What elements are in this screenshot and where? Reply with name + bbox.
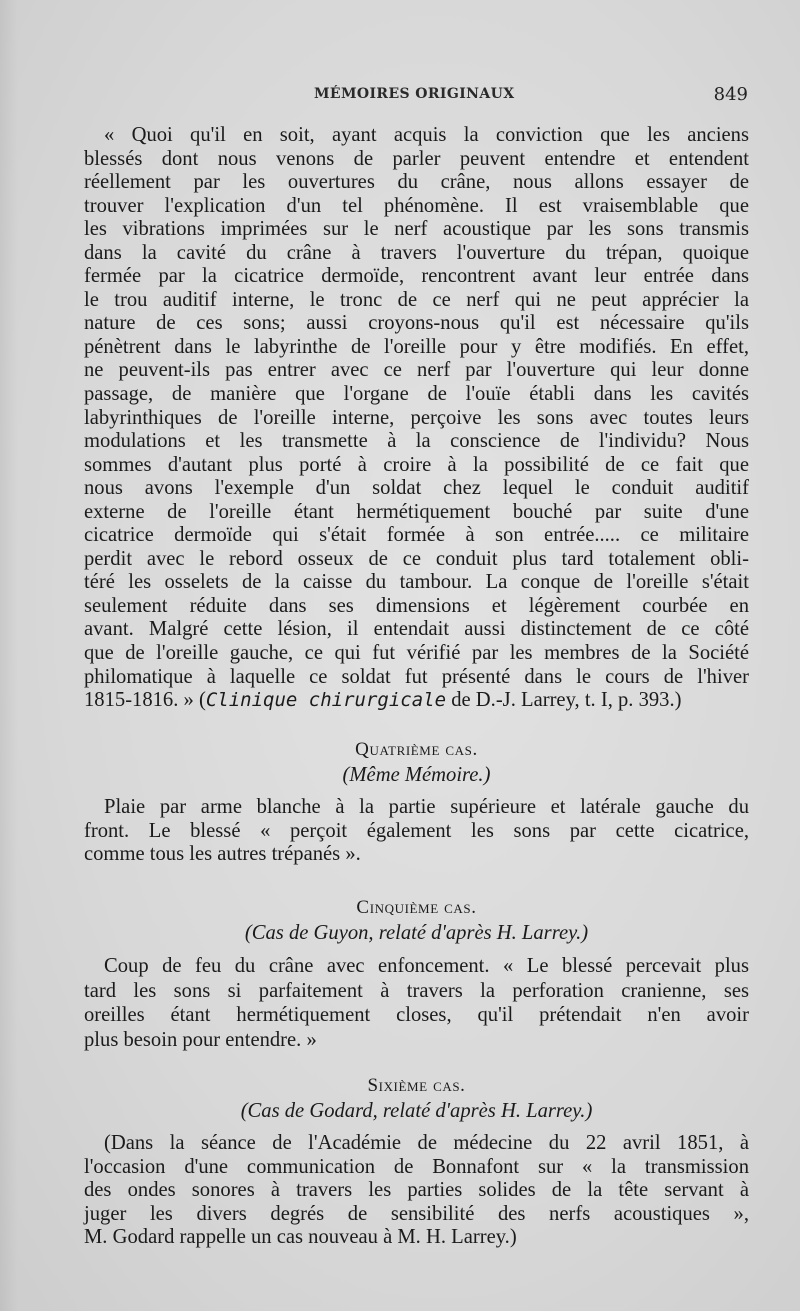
text-line: plus besoin pour entendre. »: [84, 1028, 317, 1051]
text-line: avant. Malgré cette lésion, il entendait aussi distinctement de ce côté: [84, 618, 749, 641]
text-line: les vibrations imprimées sur le nerf acoustique par les sons transmis: [84, 218, 749, 241]
text-line: philomatique à laquelle ce soldat fut présenté dans le cours de l'hiver: [84, 665, 749, 688]
case-6-section: [84, 1074, 749, 1250]
text-line: téré les osselets de la caisse du tambour. La conque de l'oreille s'était: [84, 571, 749, 594]
text-line: passage, de manière que l'organe de l'ouïe établi dans les cavités: [84, 383, 749, 406]
text-line: « Quoi qu'il en soit, ayant acquis la conviction que les anciens: [104, 124, 749, 146]
text-line: seulement réduite dans ses dimensions et légèrement courbée en: [84, 594, 749, 617]
case-title: Quatrième cas.: [355, 739, 478, 760]
text-line: ne peuvent-ils pas entrer avec ce nerf par l'ouverture qui leur donne: [84, 359, 749, 382]
text-line: réellement par les ouvertures du crâne, nous allons essayer de: [84, 171, 749, 194]
citation-line: [84, 689, 749, 713]
case-text: [84, 1132, 749, 1250]
running-title: MÉMOIRES ORIGINAUX: [314, 86, 515, 102]
text-line: juger les divers degrés de sensibilité des nerfs acoustiques »,: [84, 1202, 749, 1225]
case-title: Sixième cas.: [367, 1075, 466, 1096]
text-line: fermée par la cicatrice dermoïde, rencontrent avant leur entrée dans: [84, 265, 749, 288]
case-title: Cinquième cas.: [356, 897, 477, 918]
case-source: (Cas de Godard, relaté d'après H. Larrey.): [240, 1100, 593, 1122]
text-line: (Dans la séance de l'Académie de médecine du 22 avril 1851, à: [104, 1132, 749, 1154]
text-line: blessés dont nous venons de parler peuvent entendre et entendent: [84, 147, 749, 170]
running-header: [84, 84, 754, 110]
text-line: tard les sons si parfaitement à travers la perforation cranienne, ses: [84, 979, 749, 1002]
page-number: 849: [713, 84, 748, 105]
text-line: oreilles étant hermétiquement closes, qu'il prétendait n'en avoir: [84, 1004, 749, 1026]
text-line: que de l'oreille gauche, ce qui fut vérifié par les membres de la Société: [84, 642, 749, 665]
text-line: dans la cavité du crâne à travers l'ouverture du trépan, quoique: [84, 241, 749, 264]
case-5-section: [84, 896, 749, 1052]
case-source: (Cas de Guyon, relaté d'après H. Larrey.): [244, 922, 589, 944]
text-line: labyrinthiques de l'oreille interne, perçoive les sons avec toutes leurs: [84, 406, 749, 429]
case-text: [84, 954, 749, 1052]
text-line: pénètrent dans le labyrinthe de l'oreille pour y être modifiés. En effet,: [84, 335, 749, 358]
citation-suffix: de D.-J. Larrey, t. I, p. 393.): [446, 689, 682, 712]
case-4-section: [84, 738, 749, 867]
text-line: l'occasion d'une communication de Bonnafont sur « la transmission: [84, 1155, 749, 1178]
text-line: nous avons l'exemple d'un soldat chez lequel le conduit auditif: [84, 477, 749, 500]
text-line: modulations et les transmette à la conscience de l'individu? Nous: [84, 430, 749, 453]
text-line: comme tous les autres trépanés ».: [84, 843, 361, 866]
text-line: front. Le blessé « perçoit également les sons par cette cicatrice,: [84, 819, 749, 842]
citation-work-title: Clinique chirurgicale: [205, 689, 447, 712]
text-line: externe de l'oreille étant hermétiquement bouché par suite d'une: [84, 500, 749, 523]
text-line: trouver l'explication d'un tel phénomène. Il est vraisemblable que: [84, 194, 749, 217]
text-line: M. Godard rappelle un cas nouveau à M. H. Larrey.): [84, 1226, 517, 1249]
case-text: [84, 796, 749, 867]
case-source: (Même Mémoire.): [342, 764, 491, 786]
text-line: Plaie par arme blanche à la partie supérieure et latérale gauche du: [104, 796, 749, 818]
text-line: nature de ces sons; aussi croyons-nous qu'il est nécessaire qu'ils: [84, 312, 749, 335]
intro-paragraph: [84, 124, 749, 713]
citation-prefix: 1815-1816. » (: [84, 689, 206, 712]
text-line: sommes d'autant plus porté à croire à la possibilité de ce fait que: [84, 453, 749, 476]
text-line: perdit avec le rebord osseux de ce conduit plus tard totalement obli-: [84, 547, 749, 570]
text-line: le trou auditif interne, le tronc de ce nerf qui ne peut apprécier la: [84, 288, 749, 311]
text-line: cicatrice dermoïde qui s'était formée à son entrée..... ce militaire: [84, 524, 749, 547]
text-line: Coup de feu du crâne avec enfoncement. « Le blessé percevait plus: [104, 955, 749, 977]
text-line: des ondes sonores à travers les parties solides de la tête servant à: [84, 1179, 749, 1202]
